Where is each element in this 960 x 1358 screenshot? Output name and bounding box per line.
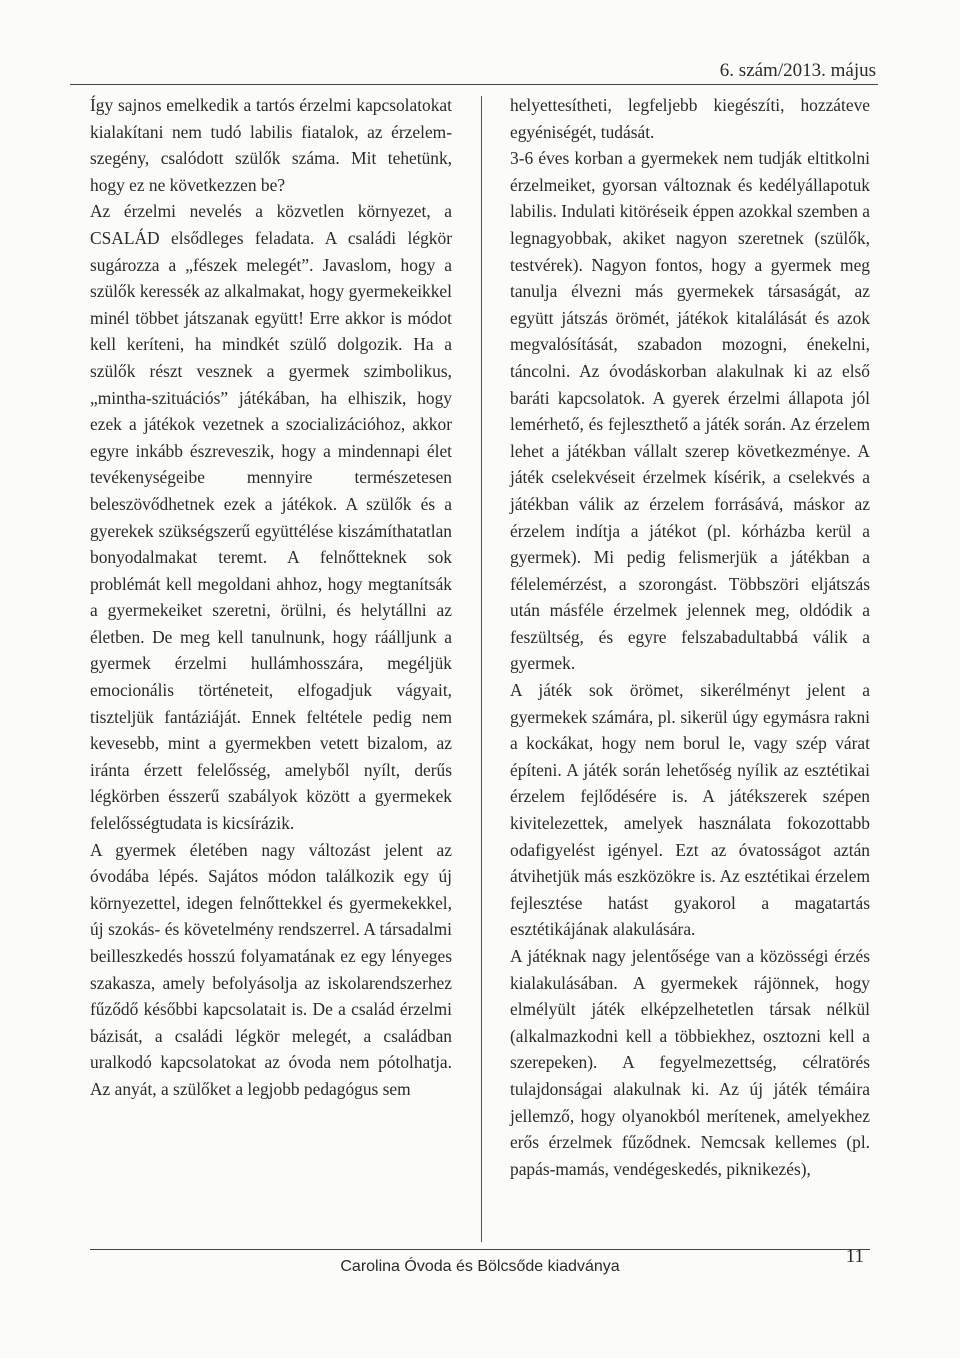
right-paragraph-1: helyettesítheti, legfeljebb kiegészíti, hozzáteve egyéniségét, tudását. (510, 95, 870, 142)
right-paragraph-2: 3-6 éves korban a gyermekek nem tudják eltitkolni érzelmeiket, gyorsan változnak és kedélyállapotuk labilis. Indulati kitöréseik éppen azokkal szemben a legnagyobbak, akiket nagyon szeretnek (szülők, testvérek). Nagyon fontos, hogy a gyermek meg tanulja élvezni más gyermekek társaságát, az együtt játszás örömét, játékok kitalálását és azok megvalósítását, szabadon mozogni, énekelni, táncolni. Az óvodáskorban alakulnak ki az első baráti kapcsolatok. A gyerek érzelmi állapota jól lemérhető, és fejleszthető a játék során. Az érzelem lehet a játékban vállalt szerep következménye. A játék cselekvéseit érzelmek kísérik, a cselekvés a játékban válik az érzelem forrásává, máskor az érzelem indítja a játékot (pl. kórházba kerül a gyermek). Mi pedig felismerjük a játékban a félelemérzést, a szorongást. Többszöri eljátszás után másféle érzelmek jelennek meg, oldódik a feszültség, és egyre felszabadultabbá válik a gyermek. (510, 148, 870, 674)
left-paragraph-3: A gyermek életében nagy változást jelent az óvodába lépés. Sajátos módon találkozik egy új környezettel, idegen felnőttekkel és gyermekekkel, új szokás- és követelmény rendszerrel. A társadalmi beilleszkedés hosszú folyamatának ez egy lényeges szakasza, amely befolyásolja az iskolarendszerhez fűződő későbbi kapcsolatait is. De a család érzelmi bázisát, a családi légkör melegét, a családban uralkodó kapcsolatokat az óvoda nem pótolhatja. Az anyát, a szülőket a legjobb pedagógus sem (90, 839, 452, 1099)
footer-rule (90, 1249, 870, 1250)
publisher-footer: Carolina Óvoda és Bölcsőde kiadványa (340, 1258, 620, 1275)
left-paragraph-1: Így sajnos emelkedik a tartós érzelmi kapcsolatokat kialakítani nem tudó labilis fiatalok, az érzelem-szegény, csalódott szülők száma. Mit tehetünk, hogy ez ne következzen be? (90, 95, 452, 195)
column-divider (481, 96, 482, 1242)
issue-label: 6. szám/2013. május (719, 60, 876, 81)
header-rule (70, 84, 878, 85)
right-paragraph-3: A játék sok örömet, sikerélményt jelent a gyermekek számára, pl. sikerül úgy egymásra rakni a kockákat, hogy nem borul le, vagy szép várat építeni. A játék során lehetőség nyílik az esztétikai érzelem fejlődésére is. A játékszerek szépen kivitelezettek, amelyek használata fokozottabb odafigyelést igényel. Ezt az óvatosságot aztán átvihetjük más eszközökre is. Az esztétikai érzelem fejlesztése hatást gyakorol a magatartás esztétikájának alakulására. (510, 680, 870, 940)
page-number: 11 (845, 1246, 864, 1267)
right-paragraph-4: A játéknak nagy jelentősége van a közösségi érzés kialakulásában. A gyermekek rájönnek, hogy elmélyült játék elképzelhetetlen társak nélkül (alkalmazkodni kell a többiekhez, osztozni kell a szerepeken). A fegyelmezettség, célratörés tulajdonságai alakulnak ki. Az új játék témáira jellemző, hogy olyanokból merítenek, amelyekhez erős érzelmek fűződnek. Nemcsak kellemes (pl. papás-mamás, vendégeskedés, piknikezés), (510, 946, 870, 1179)
right-column (510, 92, 870, 1182)
left-paragraph-2: Az érzelmi nevelés a közvetlen környezet, a CSALÁD elsődleges feladata. A családi légkör sugározza a „fészek melegét”. Javaslom, hogy a szülők keressék az alkalmakat, hogy gyermekeikkel minél többet játszanak együtt! Erre akkor is módot kell keríteni, ha mindkét szülő dolgozik. Ha a szülők részt vesznek a gyermek szimbolikus, „mintha-szituációs” játékában, ha elhiszik, hogy ezek a játékok vezetnek a szocializációhoz, akkor egyre inkább észreveszik, hogy a mindennapi élet tevékenységeibe mennyire természetesen beleszövődhetnek ezek a játékok. A szülők és a gyerekek szükségszerű együttélése kiszámíthatatlan bonyodalmakat teremt. A felnőtteknek sok problémát kell megoldani ahhoz, hogy megtanítsák a gyermekeiket szeretni, örülni, és helytállni az életben. De meg kell tanulnunk, hogy ráálljunk a gyermek érzelmi hullámhosszára, megéljük emocionális történeteit, elfogadjuk vágyait, tiszteljük fantáziáját. Ennek feltétele pedig nem kevesebb, mint a gyermekben vetett bizalom, az iránta érzett felelősség, amelyből nyílt, derűs légkörben ésszerű szabályok között a gyermekek felelősségtudata is kicsírázik. (90, 201, 452, 834)
left-column (90, 92, 452, 1103)
